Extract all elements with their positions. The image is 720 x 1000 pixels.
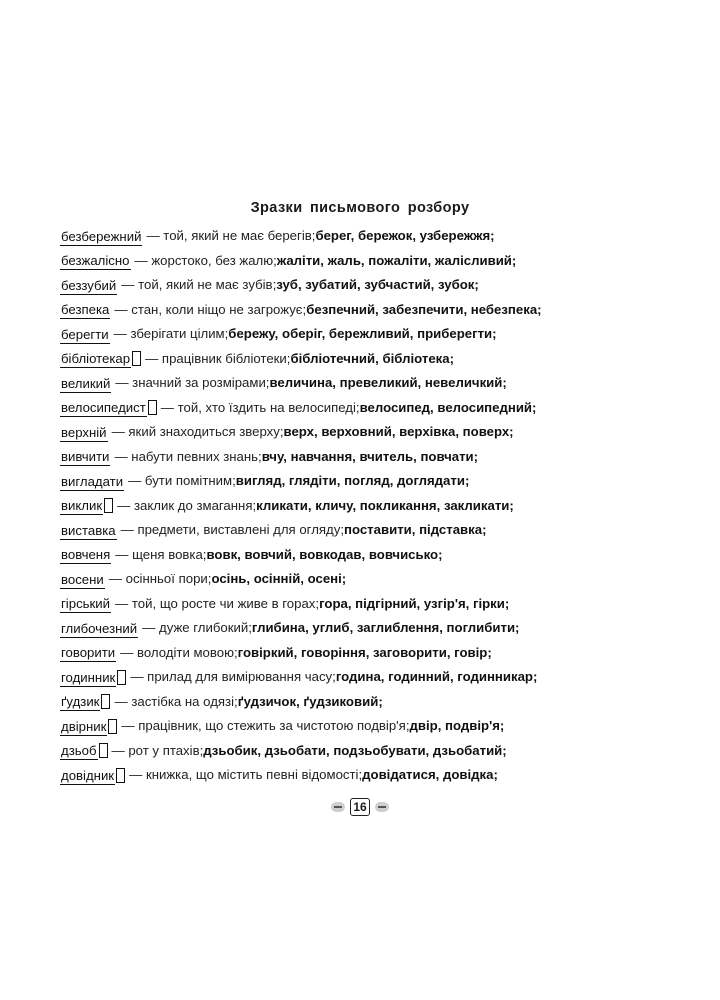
zero-ending-box bbox=[116, 768, 125, 783]
entry-definition: — щеня вовка; bbox=[115, 546, 207, 562]
entry-related-words: берег, бережок, узбережжя; bbox=[315, 228, 495, 243]
entry-related-words: гора, підгірний, узгір'я, гірки; bbox=[319, 595, 510, 611]
entry-word: двірник bbox=[61, 718, 107, 734]
entry-word: глибочезний bbox=[61, 620, 138, 636]
entry-related-words: довідатися, довідка; bbox=[362, 767, 498, 782]
entry-definition: — володіти мовою; bbox=[120, 644, 238, 660]
entry-word: беззубий bbox=[61, 277, 117, 293]
entry-related-words: вовк, вовчий, вовкодав, вовчисько; bbox=[206, 546, 443, 562]
entry-related-words: вчу, навчання, вчитель, повчати; bbox=[261, 448, 479, 464]
entry-related-words: зуб, зубатий, зубчастий, зубок; bbox=[276, 277, 479, 292]
entry bbox=[60, 494, 688, 519]
entry bbox=[60, 518, 688, 543]
entry-word: виставка bbox=[61, 522, 116, 538]
entry-word: гірський bbox=[61, 596, 111, 612]
entry-related-words: величина, превеликий, невеличкий; bbox=[269, 375, 507, 390]
entry-definition: — застібка на одязі; bbox=[114, 693, 238, 709]
entry-word: безпека bbox=[61, 302, 110, 318]
entry-definition: — заклик до змагання; bbox=[117, 497, 257, 513]
entry-definition: — осінньої пори; bbox=[108, 571, 212, 586]
zero-ending-box bbox=[148, 400, 157, 415]
entry-definition: — працівник, що стежить за чистотою подвір'я; bbox=[121, 718, 410, 733]
entry-definition: — жорстоко, без жалю; bbox=[134, 252, 277, 268]
entry-related-words: ґудзичок, ґудзиковий; bbox=[237, 693, 383, 709]
zero-ending-box bbox=[132, 351, 141, 366]
entry bbox=[60, 690, 688, 715]
entry-definition: — стан, коли ніщо не загрожує; bbox=[114, 301, 307, 317]
entry bbox=[60, 322, 688, 347]
entry-definition: — набути певних знань; bbox=[114, 448, 262, 464]
entry-word: годинник bbox=[61, 669, 116, 685]
entry-related-words: велосипед, велосипедний; bbox=[359, 399, 537, 415]
entry-related-words: бережу, оберіг, бережливий, приберегти; bbox=[228, 326, 497, 341]
entry bbox=[60, 224, 688, 249]
page-title: Зразки письмового розбору bbox=[250, 200, 470, 216]
entry-word: дзьоб bbox=[61, 743, 97, 759]
entry-related-words: осінь, осінній, осені; bbox=[211, 571, 347, 586]
entry-related-words: дзьобик, дзьобати, подзьобувати, дзьобатий; bbox=[203, 742, 507, 758]
entry-word: велосипедист bbox=[61, 400, 146, 416]
entry-related-words: година, годинний, годинникар; bbox=[335, 669, 538, 684]
entry-definition: — той, що росте чи живе в горах; bbox=[115, 595, 320, 611]
entry-word: довідник bbox=[61, 767, 115, 783]
entry-related-words: кликати, кличу, покликання, закликати; bbox=[256, 497, 514, 513]
entry bbox=[60, 249, 688, 274]
entry-definition: — предмети, виставлені для огляду; bbox=[120, 522, 344, 537]
entry bbox=[60, 739, 688, 764]
entry-related-words: поставити, підставка; bbox=[344, 522, 487, 537]
entry-related-words: двір, подвір'я; bbox=[409, 718, 505, 733]
entry-word: вивчити bbox=[61, 449, 110, 465]
entry-definition: — той, який не має зубів; bbox=[121, 277, 277, 292]
entry-list bbox=[60, 224, 688, 788]
entry-definition: — значний за розмірами; bbox=[115, 375, 270, 390]
entry bbox=[60, 592, 688, 617]
entry-word: верхній bbox=[61, 424, 107, 440]
zero-ending-box bbox=[104, 498, 113, 513]
entry-definition: — рот у птахів; bbox=[111, 742, 204, 758]
zero-ending-box bbox=[101, 694, 110, 709]
left-arrow-icon bbox=[331, 802, 345, 812]
entry-definition: — книжка, що містить певні відомості; bbox=[129, 767, 363, 782]
entry bbox=[60, 616, 688, 641]
entry-related-words: бібліотечний, бібліотека; bbox=[290, 350, 454, 366]
entry bbox=[60, 445, 688, 470]
entry-definition: — зберігати цілим; bbox=[113, 326, 229, 341]
page-number: 16 bbox=[350, 798, 370, 816]
entry-word: вигладати bbox=[61, 473, 124, 489]
entry bbox=[60, 763, 688, 788]
entry bbox=[60, 665, 688, 690]
entry-related-words: глибина, углиб, заглиблення, поглибити; bbox=[251, 620, 520, 635]
entry-word: восени bbox=[61, 571, 104, 587]
entry-related-words: верх, верховний, верхівка, поверх; bbox=[283, 424, 514, 439]
entry bbox=[60, 273, 688, 298]
entry bbox=[60, 347, 688, 372]
entry-definition: — той, який не має берегів; bbox=[146, 228, 316, 243]
entry-word: берегти bbox=[61, 326, 109, 342]
page-footer bbox=[0, 798, 720, 816]
entry-related-words: говіркий, говоріння, заговорити, говір; bbox=[237, 644, 492, 660]
entry-related-words: жаліти, жаль, пожаліти, жалісливий; bbox=[276, 252, 517, 268]
entry bbox=[60, 567, 688, 592]
entry bbox=[60, 371, 688, 396]
zero-ending-box bbox=[99, 743, 108, 758]
entry bbox=[60, 420, 688, 445]
entry-word: говорити bbox=[61, 645, 116, 661]
entry bbox=[60, 396, 688, 421]
entry-word: безбережний bbox=[61, 228, 142, 244]
entry-word: виклик bbox=[61, 498, 103, 514]
entry-definition: — працівник бібліотеки; bbox=[145, 350, 291, 366]
entry bbox=[60, 469, 688, 494]
entry-word: великий bbox=[61, 375, 111, 391]
entry-word: ґудзик bbox=[61, 694, 100, 710]
entry-definition: — бути помітним; bbox=[128, 473, 236, 488]
entry-word: бібліотекар bbox=[61, 351, 131, 367]
entry bbox=[60, 298, 688, 323]
entry bbox=[60, 543, 688, 568]
entry-word: вовченя bbox=[61, 547, 111, 563]
entry bbox=[60, 714, 688, 739]
zero-ending-box bbox=[117, 670, 126, 685]
zero-ending-box bbox=[108, 719, 117, 734]
entry-related-words: вигляд, глядіти, погляд, доглядати; bbox=[235, 473, 470, 488]
entry-definition: — прилад для вимірювання часу; bbox=[130, 669, 336, 684]
entry-definition: — який знаходиться зверху; bbox=[111, 424, 284, 439]
right-arrow-icon bbox=[375, 802, 389, 812]
entry-related-words: безпечний, забезпечити, небезпека; bbox=[306, 301, 542, 317]
entry-word: безжалісно bbox=[61, 253, 130, 269]
entry-definition: — дуже глибокий; bbox=[142, 620, 252, 635]
entry-definition: — той, хто їздить на велосипеді; bbox=[160, 399, 360, 415]
entry bbox=[60, 641, 688, 666]
